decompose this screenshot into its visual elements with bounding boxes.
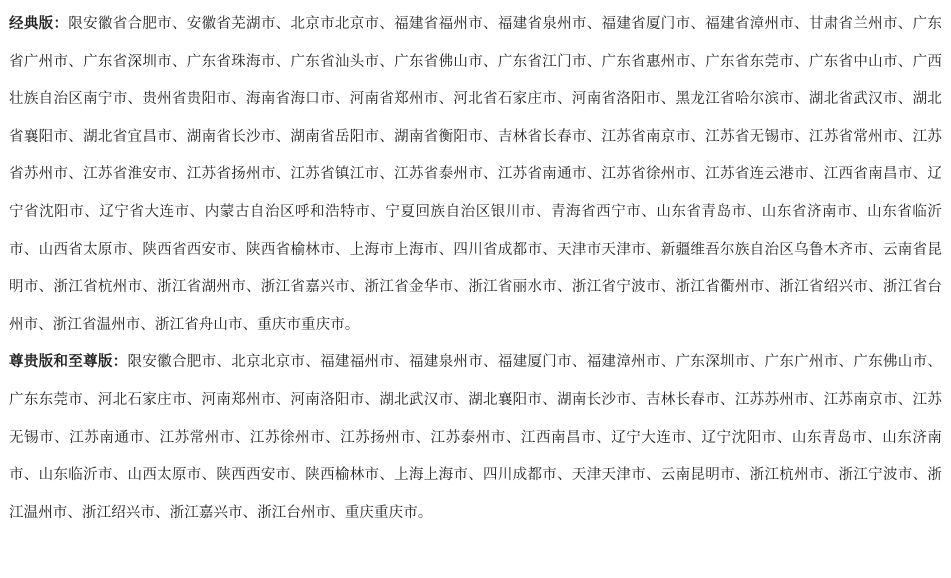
classic-edition-city-list: 限安徽省合肥市、安徽省芜湖市、北京市北京市、福建省福州市、福建省泉州市、福建省厦门市、福建省漳州市、甘肃省兰州市、广东省广州市、广东省深圳市、广东省珠海市、广东省汕头市、广东省佛山市、广东省江门市、广东省惠州市、广东省东莞市、广东省中山市、广西壮族自治区南宁市、贵州省贵阳市、海南省海口市、河南省郑州市、河北省石家庄市、河南省洛阳市、黑龙江省哈尔滨市、湖北省武汉市、湖北省襄阳市、湖北省宜昌市、湖南省长沙市、湖南省岳阳市、湖南省衡阳市、吉林省长春市、江苏省南京市、江苏省无锡市、江苏省常州市、江苏省苏州市、江苏省淮安市、江苏省扬州市、江苏省镇江市、江苏省泰州市、江苏省南通市、江苏省徐州市、江苏省连云港市、江西省南昌市、辽宁省沈阳市、辽宁省大连市、内蒙古自治区呼和浩特市、宁夏回族自治区银川市、青海省西宁市、山东省青岛市、山东省济南市、山东省临沂市、山西省太原市、陕西省西安市、陕西省榆林市、上海市上海市、四川省成都市、天津市天津市、新疆维吾尔族自治区乌鲁木齐市、云南省昆明市、浙江省杭州市、浙江省湖州市、浙江省嘉兴市、浙江省金华市、浙江省丽水市、浙江省宁波市、浙江省衢州市、浙江省绍兴市、浙江省台州市、浙江省温州市、浙江省舟山市、重庆市重庆市。 bbox=[9, 16, 942, 333]
premium-edition-label: 尊贵版和至尊版： bbox=[9, 354, 128, 371]
classic-edition-label: 经典版： bbox=[9, 16, 69, 32]
premium-edition-city-list: 限安徽合肥市、北京北京市、福建福州市、福建泉州市、福建厦门市、福建漳州市、广东深圳市、广东广州市、广东佛山市、广东东莞市、河北石家庄市、河南郑州市、河南洛阳市、湖北武汉市、湖北襄阳市、湖南长沙市、吉林长春市、江苏苏州市、江苏南京市、江苏无锡市、江苏南通市、江苏常州市、江苏徐州市、江苏扬州市、江苏泰州市、江西南昌市、辽宁大连市、辽宁沈阳市、山东青岛市、山东济南市、山东临沂市、山西太原市、陕西西安市、陕西榆林市、上海上海市、四川成都市、天津天津市、云南昆明市、浙江杭州市、浙江宁波市、浙江温州市、浙江绍兴市、浙江嘉兴市、浙江台州市、重庆重庆市。 bbox=[9, 354, 942, 521]
classic-edition-paragraph bbox=[9, 6, 942, 344]
premium-edition-paragraph bbox=[9, 344, 942, 532]
